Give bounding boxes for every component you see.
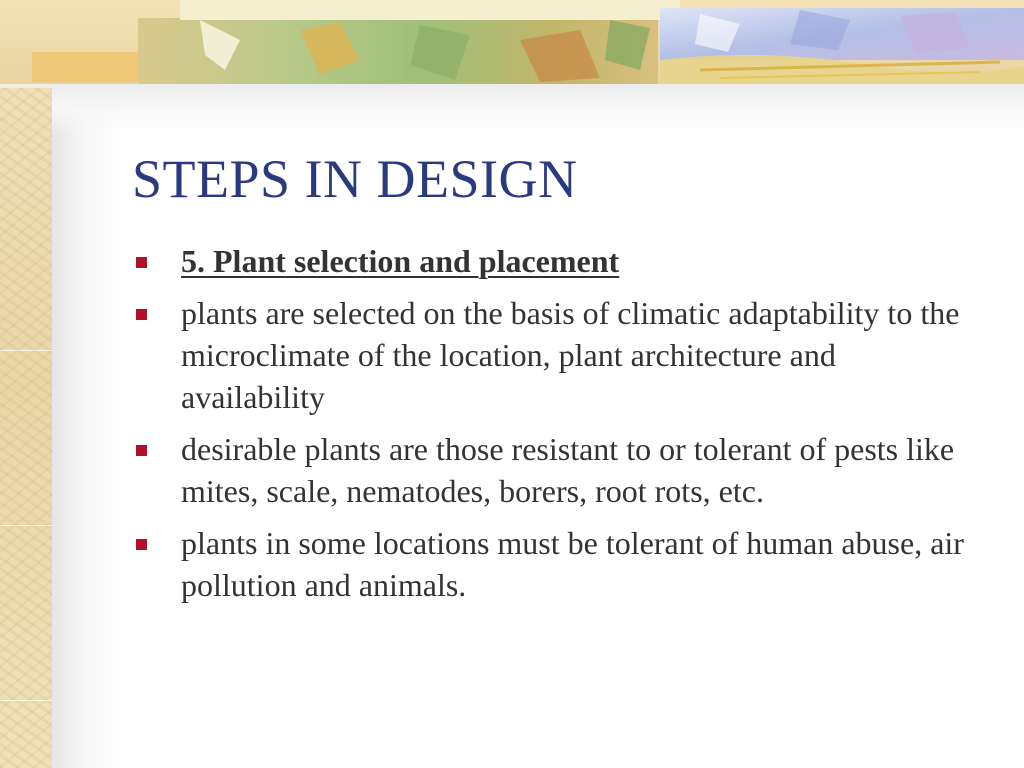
- bullet-item: [130, 428, 980, 512]
- slide-title: STEPS IN DESIGN: [132, 149, 578, 209]
- banner-shadow: [52, 84, 1024, 134]
- bullet-item: [130, 240, 980, 282]
- square-bullet-icon: [136, 539, 147, 550]
- top-decorative-banner: [0, 0, 1024, 88]
- bullet-heading: 5. Plant selection and placement: [181, 243, 620, 279]
- bullet-list: [130, 240, 980, 616]
- square-bullet-icon: [136, 309, 147, 320]
- square-bullet-icon: [136, 445, 147, 456]
- bullet-text: plants in some locations must be tolerant of human abuse, air pollution and animals.: [181, 525, 964, 603]
- bullet-item: [130, 522, 980, 606]
- bullet-text: plants are selected on the basis of climatic adaptability to the microclimate of the location, plant architecture and availability: [181, 295, 960, 415]
- square-bullet-icon: [136, 257, 147, 268]
- bullet-item: [130, 292, 980, 418]
- bullet-text: desirable plants are those resistant to or tolerant of pests like mites, scale, nematodes, borers, root rots, etc.: [181, 431, 955, 509]
- left-decorative-strip: [0, 0, 52, 768]
